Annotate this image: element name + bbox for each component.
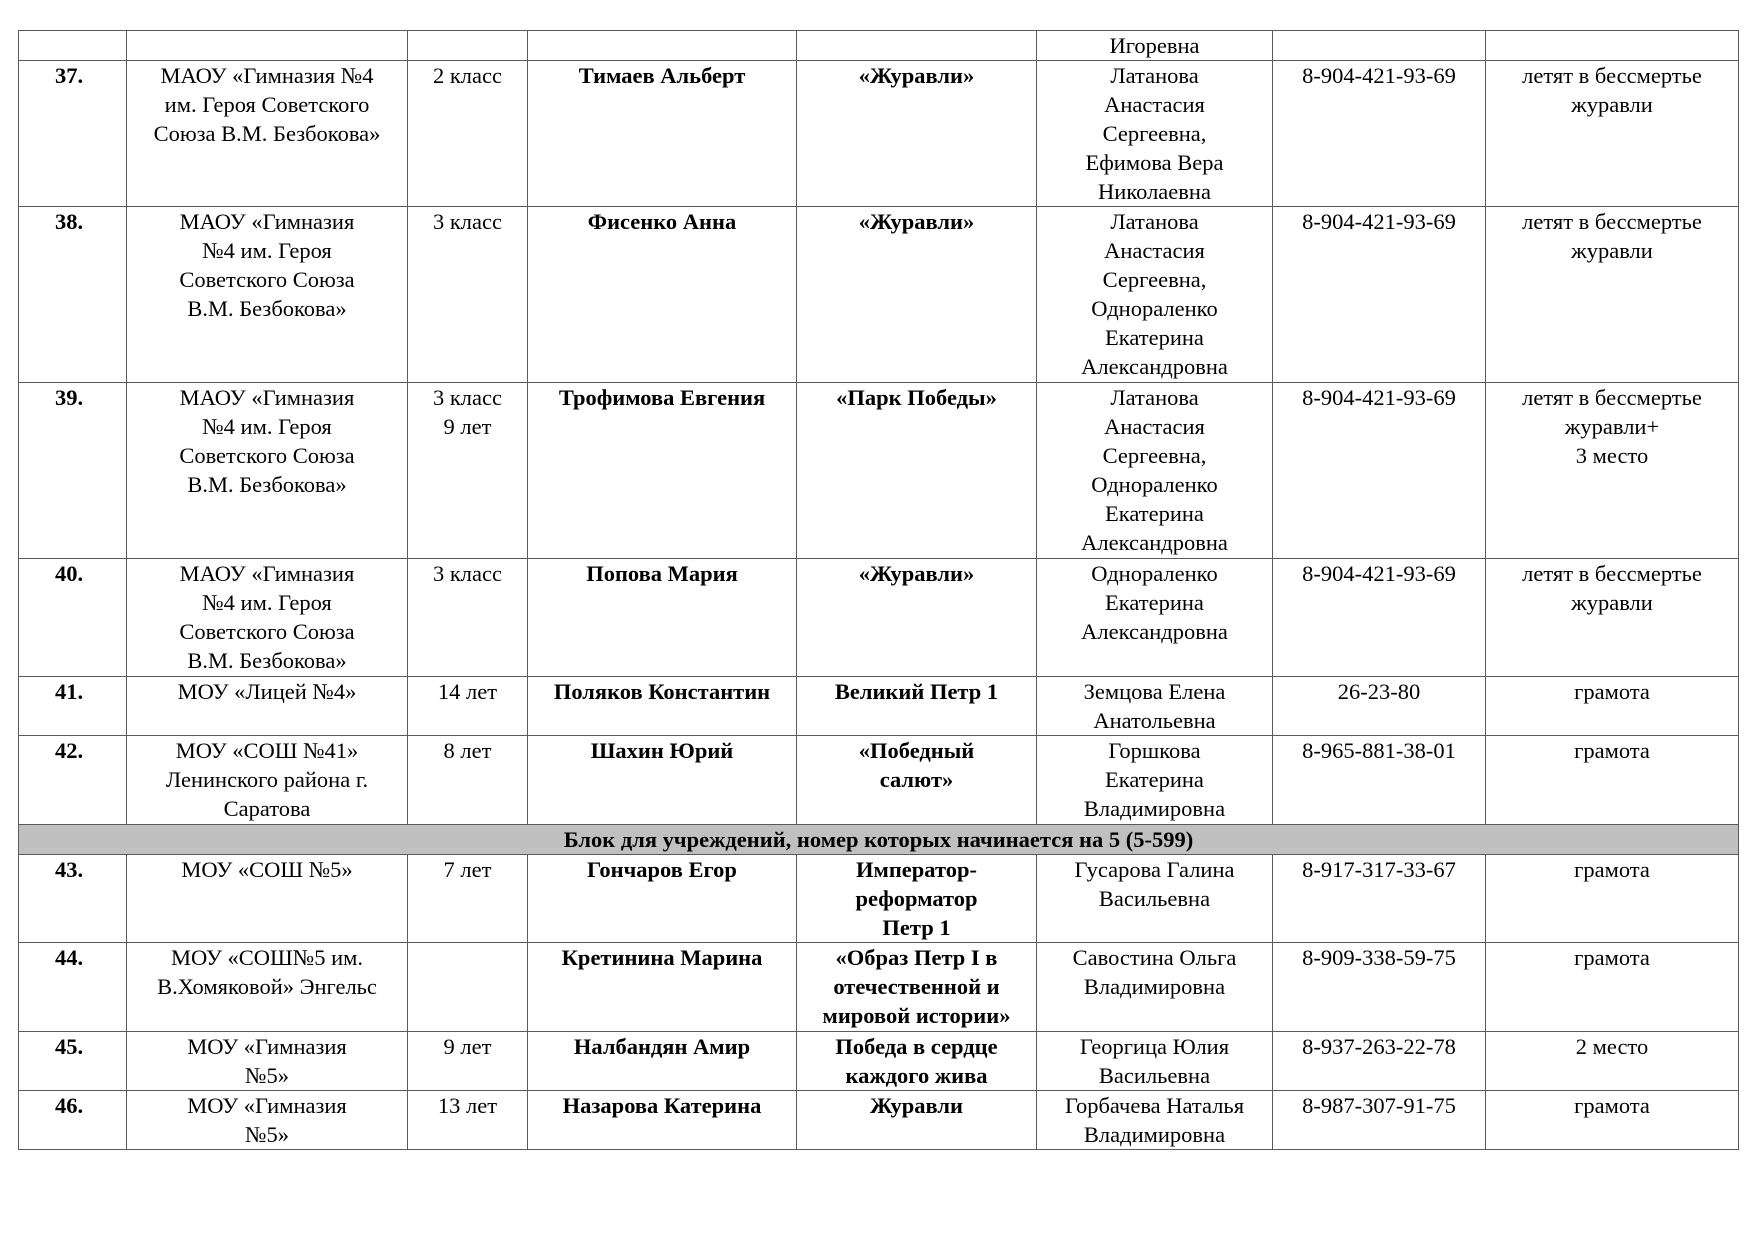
- result-cell: [1486, 31, 1739, 61]
- school-cell-line: В.М. Безбокова»: [187, 472, 347, 497]
- table-body: [19, 31, 1739, 1150]
- school-cell-line: МАОУ «Гимназия: [179, 561, 355, 586]
- participant-name-cell-line: Поляков Константин: [553, 679, 771, 704]
- phone-cell-line: 8-909-338-59-75: [1302, 945, 1456, 970]
- school-cell-line: МОУ «Гимназия: [187, 1034, 347, 1059]
- result-cell-line: грамота: [1574, 1093, 1650, 1118]
- teacher-cell: [1037, 1091, 1273, 1150]
- school-cell-line: В.Хомяковой» Энгельс: [157, 974, 377, 999]
- teacher-cell-line: Александровна: [1081, 619, 1228, 644]
- school-cell-line: В.М. Безбокова»: [187, 648, 347, 673]
- work-title-cell-line: Император-: [856, 857, 977, 882]
- result-cell: [1486, 677, 1739, 736]
- participant-name-cell-line: Назарова Катерина: [562, 1093, 762, 1118]
- participant-name-cell: [528, 31, 797, 61]
- teacher-cell: [1037, 559, 1273, 677]
- school-cell-line: №4 им. Героя: [202, 238, 332, 263]
- work-title-cell-line: реформатор: [855, 886, 978, 911]
- participant-name-cell-line: Трофимова Евгения: [558, 385, 766, 410]
- work-title-cell-line: Журавли: [870, 1093, 963, 1118]
- table-row: [19, 855, 1739, 943]
- work-title-cell: [797, 207, 1037, 383]
- participant-name-cell: [528, 677, 797, 736]
- phone-cell: [1273, 1032, 1486, 1091]
- teacher-cell-line: Анастасия: [1104, 414, 1205, 439]
- class-age-cell: [408, 855, 528, 943]
- participant-name-cell: [528, 1032, 797, 1091]
- row-number: [19, 31, 127, 61]
- phone-cell-line: 8-937-263-22-78: [1302, 1034, 1456, 1059]
- work-title-cell-line: каждого жива: [845, 1063, 988, 1088]
- teacher-cell-line: Сергеевна,: [1102, 443, 1207, 468]
- school-cell-line: №5»: [245, 1063, 289, 1088]
- result-cell-line: журавли: [1571, 238, 1653, 263]
- work-title-cell-line: Петр 1: [882, 915, 951, 940]
- phone-cell: [1273, 1091, 1486, 1150]
- teacher-cell-line: Ефимова Вера: [1085, 150, 1224, 175]
- teacher-cell: [1037, 207, 1273, 383]
- work-title-cell-line: отечественной и: [833, 974, 1000, 999]
- result-cell: [1486, 943, 1739, 1032]
- class-age-cell-line: 13 лет: [437, 1093, 498, 1118]
- teacher-cell-line: Владимировна: [1083, 1122, 1226, 1147]
- result-cell-line: летят в бессмертье: [1522, 63, 1702, 88]
- result-cell: [1486, 559, 1739, 677]
- school-cell-line: Ленинского района г.: [165, 767, 369, 792]
- school-cell-line: МАОУ «Гимназия: [179, 209, 355, 234]
- teacher-cell-line: Екатерина: [1105, 590, 1204, 615]
- table-row: [19, 31, 1739, 61]
- result-cell: [1486, 1091, 1739, 1150]
- result-cell-line: летят в бессмертье: [1522, 561, 1702, 586]
- work-title-cell-line: «Парк Победы»: [836, 385, 997, 410]
- phone-cell: [1273, 207, 1486, 383]
- work-title-cell-line: «Журавли»: [858, 209, 975, 234]
- phone-cell: [1273, 736, 1486, 825]
- class-age-cell-line: 7 лет: [443, 857, 492, 882]
- result-cell: [1486, 61, 1739, 207]
- school-cell: [127, 855, 408, 943]
- school-cell-line: №4 им. Героя: [202, 414, 332, 439]
- work-title-cell: [797, 855, 1037, 943]
- result-cell-line: летят в бессмертье: [1522, 385, 1702, 410]
- participant-name-cell: [528, 1091, 797, 1150]
- participant-name-cell-line: Налбандян Амир: [573, 1034, 751, 1059]
- teacher-cell: [1037, 943, 1273, 1032]
- work-title-cell: [797, 1032, 1037, 1091]
- phone-cell-line: 8-904-421-93-69: [1302, 209, 1456, 234]
- row-number: 43.: [19, 855, 127, 943]
- class-age-cell: [408, 61, 528, 207]
- result-cell: [1486, 855, 1739, 943]
- phone-cell: [1273, 943, 1486, 1032]
- school-cell-line: им. Героя Советского: [164, 92, 370, 117]
- teacher-cell-line: Игоревна: [1109, 33, 1200, 58]
- phone-cell: [1273, 31, 1486, 61]
- result-cell: [1486, 207, 1739, 383]
- result-cell-line: грамота: [1574, 738, 1650, 763]
- teacher-cell-line: Николаевна: [1098, 179, 1211, 204]
- teacher-cell: [1037, 677, 1273, 736]
- work-title-cell: [797, 61, 1037, 207]
- row-number: 38.: [19, 207, 127, 383]
- phone-cell-line: 8-917-317-33-67: [1302, 857, 1456, 882]
- work-title-cell: [797, 31, 1037, 61]
- participant-name-cell: [528, 943, 797, 1032]
- work-title-cell-line: «Победный: [858, 738, 975, 763]
- table-row: [19, 559, 1739, 677]
- class-age-cell-line: 14 лет: [437, 679, 498, 704]
- participant-name-cell-line: Шахин Юрий: [590, 738, 734, 763]
- teacher-cell-line: Екатерина: [1105, 325, 1204, 350]
- teacher-cell-line: Екатерина: [1105, 501, 1204, 526]
- class-age-cell: [408, 943, 528, 1032]
- school-cell-line: Советского Союза: [179, 443, 355, 468]
- participant-name-cell-line: Тимаев Альберт: [578, 63, 746, 88]
- table-row: [19, 61, 1739, 207]
- teacher-cell-line: Латанова: [1110, 209, 1199, 234]
- class-age-cell-line: 3 класс: [433, 385, 502, 410]
- teacher-cell-line: Владимировна: [1083, 974, 1226, 999]
- result-cell-line: 2 место: [1575, 1034, 1649, 1059]
- class-age-cell-line: 9 лет: [443, 1034, 492, 1059]
- class-age-cell-line: 2 класс: [433, 63, 502, 88]
- result-cell-line: грамота: [1574, 945, 1650, 970]
- teacher-cell-line: Александровна: [1081, 530, 1228, 555]
- teacher-cell-line: Горшкова: [1108, 738, 1201, 763]
- phone-cell: [1273, 383, 1486, 559]
- teacher-cell-line: Александровна: [1081, 354, 1228, 379]
- participants-table: [18, 30, 1739, 1150]
- class-age-cell: [408, 383, 528, 559]
- work-title-cell: [797, 559, 1037, 677]
- school-cell-line: МОУ «Гимназия: [187, 1093, 347, 1118]
- class-age-cell: [408, 559, 528, 677]
- participant-name-cell: [528, 207, 797, 383]
- school-cell: [127, 31, 408, 61]
- teacher-cell-line: Савостина Ольга: [1072, 945, 1237, 970]
- teacher-cell-line: Анастасия: [1104, 92, 1205, 117]
- table-row: [19, 383, 1739, 559]
- school-cell-line: В.М. Безбокова»: [187, 296, 347, 321]
- work-title-cell-line: «Журавли»: [858, 561, 975, 586]
- class-age-cell: [408, 736, 528, 825]
- result-cell-line: журавли: [1571, 92, 1653, 117]
- row-number: 37.: [19, 61, 127, 207]
- school-cell: [127, 943, 408, 1032]
- row-number: 39.: [19, 383, 127, 559]
- participant-name-cell: [528, 383, 797, 559]
- phone-cell-line: 8-904-421-93-69: [1302, 385, 1456, 410]
- participant-name-cell-line: Кретинина Марина: [561, 945, 763, 970]
- teacher-cell: [1037, 736, 1273, 825]
- phone-cell-line: 8-904-421-93-69: [1302, 561, 1456, 586]
- school-cell: [127, 61, 408, 207]
- result-cell-line: журавли: [1571, 590, 1653, 615]
- result-cell-line: грамота: [1574, 857, 1650, 882]
- teacher-cell-line: Георгица Юлия: [1079, 1034, 1230, 1059]
- participant-name-cell: [528, 559, 797, 677]
- participant-name-cell-line: Фисенко Анна: [587, 209, 737, 234]
- school-cell: [127, 1091, 408, 1150]
- row-number: 42.: [19, 736, 127, 825]
- work-title-cell: [797, 383, 1037, 559]
- phone-cell-line: 8-987-307-91-75: [1302, 1093, 1456, 1118]
- teacher-cell-line: Екатерина: [1105, 767, 1204, 792]
- teacher-cell-line: Анатольевна: [1093, 708, 1216, 733]
- school-cell: [127, 559, 408, 677]
- school-cell-line: Саратова: [223, 796, 311, 821]
- teacher-cell-line: Гусарова Галина: [1074, 857, 1235, 882]
- teacher-cell-line: Сергеевна,: [1102, 121, 1207, 146]
- row-number: 41.: [19, 677, 127, 736]
- teacher-cell-line: Однораленко: [1091, 296, 1218, 321]
- work-title-cell-line: мировой истории»: [822, 1003, 1011, 1028]
- school-cell: [127, 383, 408, 559]
- teacher-cell-line: Сергеевна,: [1102, 267, 1207, 292]
- class-age-cell-line: 3 класс: [433, 561, 502, 586]
- class-age-cell-line: 8 лет: [443, 738, 492, 763]
- participant-name-cell-line: Попова Мария: [586, 561, 738, 586]
- teacher-cell-line: Однораленко: [1091, 472, 1218, 497]
- school-cell: [127, 1032, 408, 1091]
- phone-cell: [1273, 559, 1486, 677]
- row-number: 45.: [19, 1032, 127, 1091]
- section-title: Блок для учреждений, номер которых начинается на 5 (5-599): [19, 825, 1739, 855]
- row-number: 44.: [19, 943, 127, 1032]
- participant-name-cell-line: Гончаров Егор: [587, 857, 737, 882]
- phone-cell-line: 8-904-421-93-69: [1302, 63, 1456, 88]
- class-age-cell: [408, 31, 528, 61]
- row-number: 40.: [19, 559, 127, 677]
- school-cell: [127, 207, 408, 383]
- teacher-cell-line: Анастасия: [1104, 238, 1205, 263]
- school-cell-line: МОУ «СОШ №5»: [181, 857, 353, 882]
- section-header-row: [19, 825, 1739, 855]
- class-age-cell: [408, 1032, 528, 1091]
- school-cell-line: №4 им. Героя: [202, 590, 332, 615]
- teacher-cell-line: Однораленко: [1091, 561, 1218, 586]
- participant-name-cell: [528, 61, 797, 207]
- class-age-cell-line: 3 класс: [433, 209, 502, 234]
- result-cell-line: летят в бессмертье: [1522, 209, 1702, 234]
- table-row: [19, 1032, 1739, 1091]
- work-title-cell-line: Победа в сердце: [835, 1034, 998, 1059]
- work-title-cell: [797, 736, 1037, 825]
- participant-name-cell: [528, 736, 797, 825]
- school-cell-line: МОУ «СОШ №41»: [175, 738, 359, 763]
- table-row: [19, 943, 1739, 1032]
- teacher-cell: [1037, 855, 1273, 943]
- table-row: [19, 736, 1739, 825]
- teacher-cell-line: Горбачева Наталья: [1064, 1093, 1245, 1118]
- school-cell-line: Советского Союза: [179, 619, 355, 644]
- teacher-cell-line: Владимировна: [1083, 796, 1226, 821]
- teacher-cell: [1037, 61, 1273, 207]
- work-title-cell: [797, 1091, 1037, 1150]
- teacher-cell-line: Васильевна: [1098, 886, 1211, 911]
- work-title-cell: [797, 677, 1037, 736]
- result-cell-line: грамота: [1574, 679, 1650, 704]
- school-cell-line: Союза В.М. Безбокова»: [153, 121, 381, 146]
- work-title-cell-line: «Образ Петр I в: [835, 945, 998, 970]
- school-cell-line: МАОУ «Гимназия: [179, 385, 355, 410]
- phone-cell-line: 8-965-881-38-01: [1302, 738, 1456, 763]
- result-cell: [1486, 383, 1739, 559]
- school-cell-line: МОУ «СОШ№5 им.: [171, 945, 363, 970]
- result-cell: [1486, 736, 1739, 825]
- phone-cell: [1273, 61, 1486, 207]
- phone-cell: [1273, 677, 1486, 736]
- participant-name-cell: [528, 855, 797, 943]
- teacher-cell-line: Васильевна: [1098, 1063, 1211, 1088]
- school-cell-line: МОУ «Лицей №4»: [177, 679, 357, 704]
- school-cell-line: №5»: [245, 1122, 289, 1147]
- class-age-cell: [408, 207, 528, 383]
- teacher-cell-line: Латанова: [1110, 63, 1199, 88]
- work-title-cell: [797, 943, 1037, 1032]
- teacher-cell: [1037, 31, 1273, 61]
- work-title-cell-line: «Журавли»: [858, 63, 975, 88]
- phone-cell: [1273, 855, 1486, 943]
- work-title-cell-line: салют»: [879, 767, 954, 792]
- class-age-cell-line: 9 лет: [443, 414, 492, 439]
- school-cell-line: Советского Союза: [179, 267, 355, 292]
- result-cell-line: журавли+: [1564, 414, 1660, 439]
- result-cell: [1486, 1032, 1739, 1091]
- teacher-cell-line: Земцова Елена: [1083, 679, 1226, 704]
- class-age-cell: [408, 677, 528, 736]
- teacher-cell: [1037, 383, 1273, 559]
- table-row: [19, 207, 1739, 383]
- school-cell: [127, 677, 408, 736]
- class-age-cell: [408, 1091, 528, 1150]
- teacher-cell-line: Латанова: [1110, 385, 1199, 410]
- teacher-cell: [1037, 1032, 1273, 1091]
- table-row: [19, 1091, 1739, 1150]
- school-cell-line: МАОУ «Гимназия №4: [160, 63, 374, 88]
- row-number: 46.: [19, 1091, 127, 1150]
- school-cell: [127, 736, 408, 825]
- phone-cell-line: 26-23-80: [1337, 679, 1421, 704]
- work-title-cell-line: Великий Петр 1: [834, 679, 999, 704]
- table-row: [19, 677, 1739, 736]
- result-cell-line: 3 место: [1575, 443, 1649, 468]
